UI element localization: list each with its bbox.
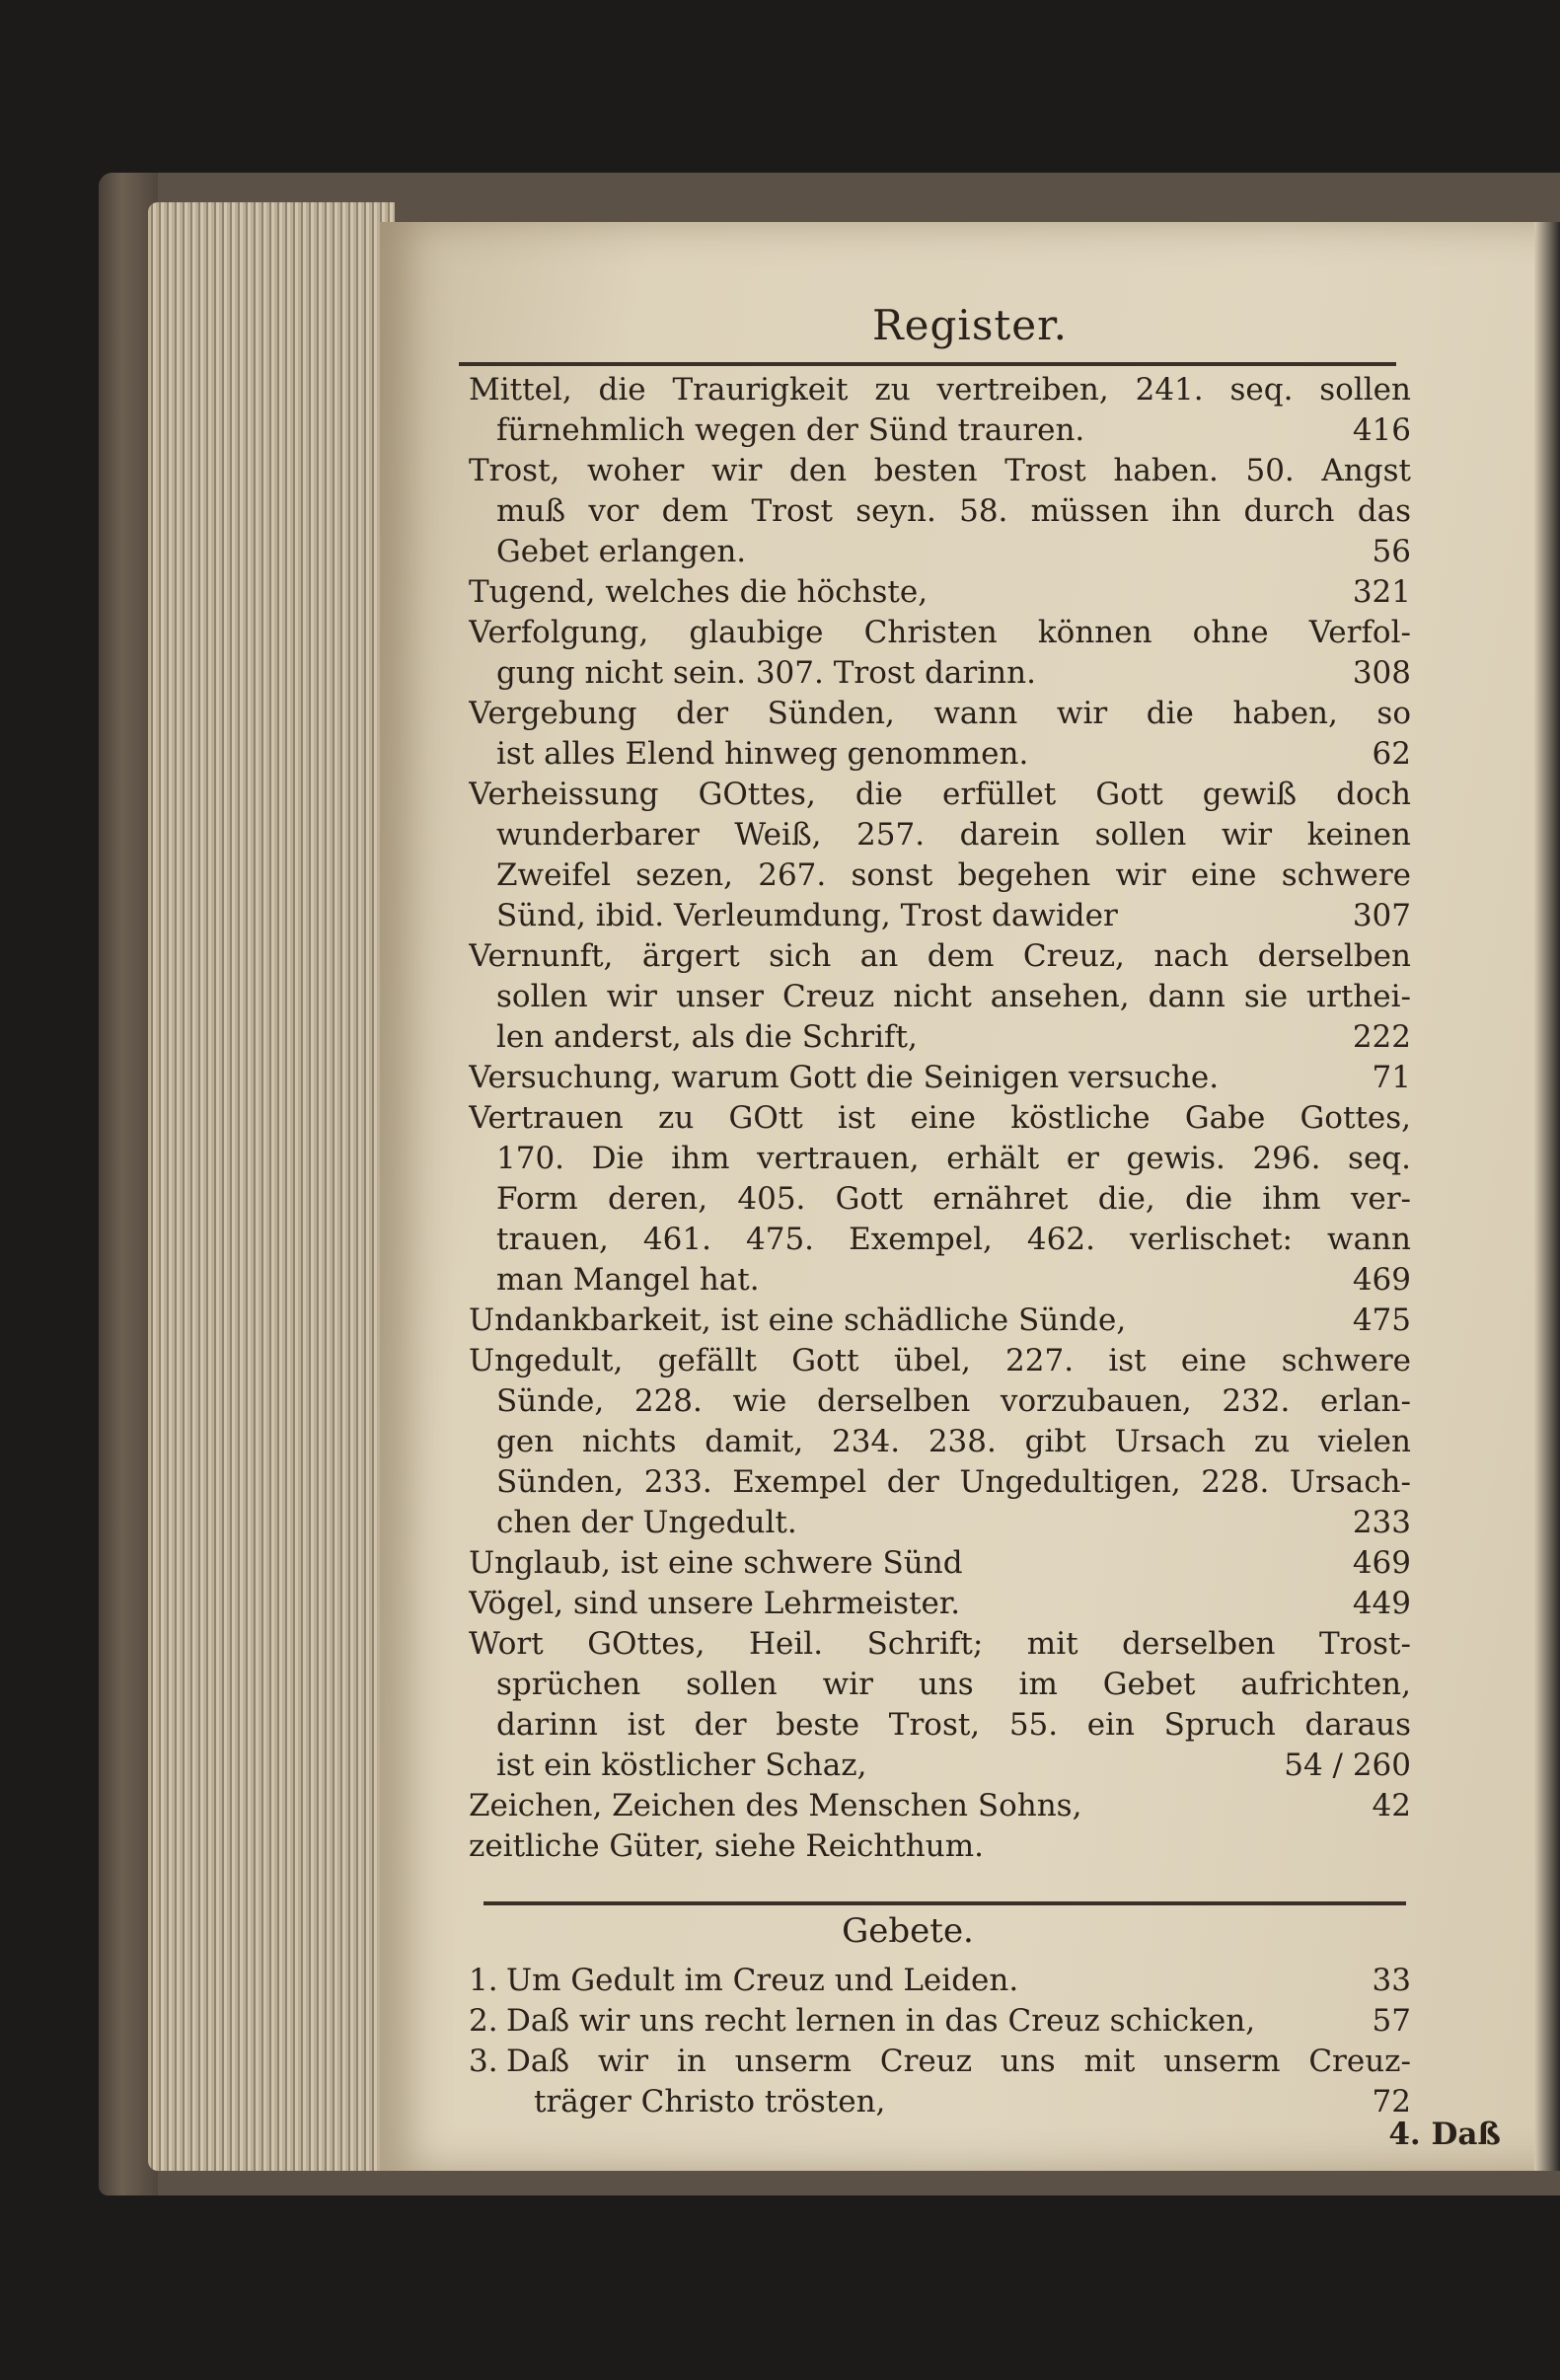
entry-line [469,572,1411,613]
entry-text: Um Gedult im Creuz und Leiden. [506,1963,1019,1998]
page-number: 72 [1372,2084,1411,2120]
index-entry [469,1826,1411,1867]
entry-line [469,2001,1411,2042]
entry-text: Gebet erlangen. [496,534,747,569]
page-number: 42 [1372,1788,1411,1823]
entry-text: Wort GOttes, Heil. Schrift; mit derselben Trost- [469,1626,1411,1662]
entry-text: Ungedult, gefällt Gott übel, 227. ist eine schwere [469,1343,1411,1378]
page-number: 469 [1352,1262,1411,1298]
entry-line [469,694,1411,734]
entry-line [469,1584,1411,1624]
page-number: 308 [1352,655,1411,691]
entry-line [469,451,1411,491]
book-page [380,222,1560,2171]
index-entry [469,1584,1411,1624]
page-right-edge [1534,222,1560,2171]
index-entry [469,1543,1411,1584]
entry-text: Zweifel sezen, 267. sonst begehen wir eine schwere [496,857,1411,893]
index-entry [469,1301,1411,1341]
entry-text: ist ein köstlicher Schaz, [496,1748,867,1783]
entry-line [469,1139,1411,1179]
page-number: 416 [1352,412,1411,448]
entry-line [469,1961,1411,2001]
prayers-list [469,1961,1411,2122]
entry-text: man Mangel hat. [496,1262,760,1298]
entry-text: Sünd, ibid. Verleumdung, Trost dawider [496,898,1118,933]
entry-text: Sünde, 228. wie derselben vorzubauen, 232. erlan- [496,1383,1411,1419]
index-entries [469,370,1411,1867]
entry-line [469,1220,1411,1260]
index-entry [469,694,1411,775]
entry-text: fürnehmlich wegen der Sünd trauren. [496,412,1085,448]
entry-line [469,1341,1411,1381]
entry-text: Verheissung GOttes, die erfüllet Gott gewiß doch [469,777,1411,812]
entry-text: Vögel, sind unsere Lehrmeister. [469,1586,961,1621]
index-entry [469,1624,1411,1786]
index-entry [469,1961,1411,2001]
page-number: 33 [1372,1963,1411,1998]
entry-text: träger Christo trösten, [534,2084,886,2120]
index-entry [469,1786,1411,1826]
entry-line [469,1422,1411,1462]
page-number: 54 / 260 [1284,1748,1411,1783]
entry-line [469,2082,1411,2122]
index-entry [469,1058,1411,1098]
entry-line [469,1260,1411,1301]
entry-line [469,410,1411,451]
entry-line [469,1058,1411,1098]
entry-line [469,1746,1411,1786]
index-entry [469,775,1411,936]
entry-line [469,2042,1411,2082]
catchword: 4. Daß [1388,2117,1501,2152]
index-entry [469,370,1411,451]
entry-text: Unglaub, ist eine schwere Sünd [469,1545,963,1581]
entry-text: len anderst, als die Schrift, [496,1019,918,1055]
entry-text: sollen wir unser Creuz nicht ansehen, dann sie urthei- [496,979,1411,1014]
entry-text: zeitliche Güter, siehe Reichthum. [469,1828,984,1864]
entry-text: Undankbarkeit, ist eine schädliche Sünde, [469,1302,1127,1338]
entry-text: Vernunft, ärgert sich an dem Creuz, nach derselben [469,938,1411,974]
entry-text: Sünden, 233. Exempel der Ungedultigen, 228. Ursach- [496,1464,1411,1500]
entry-text: Verfolgung, glaubige Christen können ohne Verfol- [469,615,1411,650]
entry-text: Mittel, die Traurigkeit zu vertreiben, 241. seq. sollen [469,372,1411,408]
entry-text: gung nicht sein. 307. Trost darinn. [496,655,1036,691]
entry-text: wunderbarer Weiß, 257. darein sollen wir keinen [496,817,1411,853]
page-header: Register. [872,301,1068,349]
entry-text: Zeichen, Zeichen des Menschen Sohns, [469,1788,1082,1823]
entry-line [469,1543,1411,1584]
entry-line [469,491,1411,532]
entry-text: Tugend, welches die höchste, [469,574,929,610]
index-entry [469,1341,1411,1543]
entry-text: Daß wir in unserm Creuz uns mit unserm Creuz- [506,2044,1411,2079]
entry-line [469,1301,1411,1341]
prayer-number: 2. [469,2003,498,2039]
prayers-title: Gebete. [842,1911,974,1951]
entry-text: Vergebung der Sünden, wann wir die haben, so [469,696,1411,731]
entry-line [469,815,1411,855]
index-entry [469,1098,1411,1301]
entry-text: 170. Die ihm vertrauen, erhält er gewis. 296. seq. [496,1141,1411,1176]
entry-line [469,734,1411,775]
header-rule [459,362,1396,366]
prayer-number: 3. [469,2044,498,2079]
entry-line [469,1017,1411,1058]
index-entry [469,2001,1411,2042]
entry-text: sprüchen sollen wir uns im Gebet aufrichten, [496,1667,1411,1702]
entry-line [469,370,1411,410]
entry-text: Versuchung, warum Gott die Seinigen versuche. [469,1060,1220,1095]
entry-line [469,977,1411,1017]
page-number: 233 [1352,1505,1411,1540]
page-number: 469 [1352,1545,1411,1581]
entry-line [469,1462,1411,1503]
entry-line [469,1786,1411,1826]
entry-line [469,1381,1411,1422]
entry-text: Vertrauen zu GOtt ist eine köstliche Gabe Gottes, [469,1100,1411,1136]
page-number: 449 [1352,1586,1411,1621]
entry-line [469,896,1411,936]
entry-line [469,1179,1411,1220]
entry-text: ist alles Elend hinweg genommen. [496,736,1029,772]
entry-line [469,613,1411,653]
entry-text: Trost, woher wir den besten Trost haben. 50. Angst [469,453,1411,488]
entry-line [469,532,1411,572]
entry-line [469,653,1411,694]
page-number: 71 [1372,1060,1411,1095]
page-number: 57 [1372,2003,1411,2039]
entry-line [469,1503,1411,1543]
section-rule [483,1901,1406,1905]
index-entry [469,572,1411,613]
entry-text: gen nichts damit, 234. 238. gibt Ursach zu vielen [496,1424,1411,1459]
entry-line [469,936,1411,977]
page-number: 307 [1352,898,1411,933]
index-entry [469,613,1411,694]
index-entry [469,2042,1411,2122]
entry-line [469,1705,1411,1746]
entry-text: trauen, 461. 475. Exempel, 462. verlischet: wann [496,1222,1411,1257]
entry-line [469,1826,1411,1867]
entry-text: Daß wir uns recht lernen in das Creuz schicken, [506,2003,1256,2039]
index-entry [469,936,1411,1058]
entry-text: darinn ist der beste Trost, 55. ein Spruch daraus [496,1707,1411,1743]
entry-line [469,1098,1411,1139]
entry-text: chen der Ungedult. [496,1505,797,1540]
entry-text: muß vor dem Trost seyn. 58. müssen ihn durch das [496,493,1411,529]
entry-line [469,1624,1411,1665]
page-edges [148,202,395,2171]
page-number: 56 [1372,534,1411,569]
entry-text: Form deren, 405. Gott ernähret die, die ihm ver- [496,1181,1411,1217]
prayer-number: 1. [469,1963,498,1998]
page-number: 321 [1352,574,1411,610]
entry-line [469,775,1411,815]
entry-line [469,1665,1411,1705]
page-number: 475 [1352,1302,1411,1338]
page-number: 62 [1372,736,1411,772]
entry-line [469,855,1411,896]
page-number: 222 [1352,1019,1411,1055]
index-entry [469,451,1411,572]
